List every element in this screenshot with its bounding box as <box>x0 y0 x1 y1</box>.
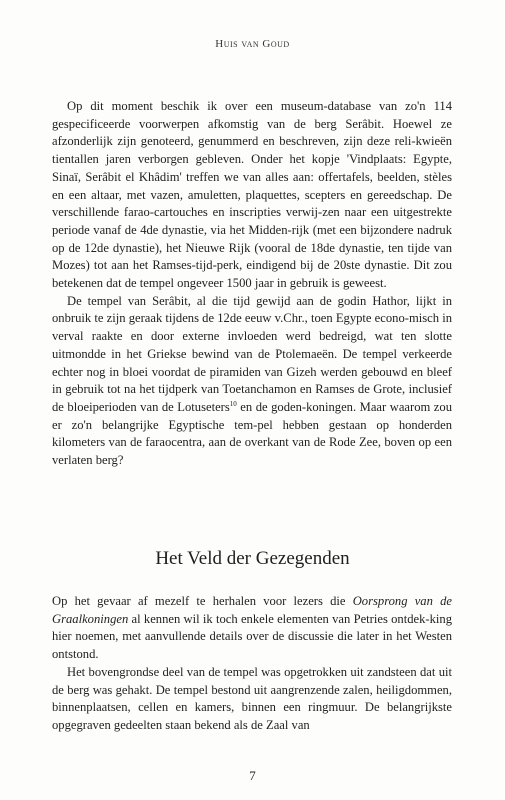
paragraph-2 <box>52 293 452 470</box>
footnote-ref-10[interactable]: 10 <box>229 399 237 408</box>
section-heading: Het Veld der Gezegenden <box>155 548 350 569</box>
paragraph-3 <box>52 593 452 664</box>
body-text-bottom <box>52 593 452 735</box>
book-title-reference: Oorsprong van de Graalkoningen <box>52 594 452 626</box>
paragraph-1: Op dit moment beschik ik over een museum-database van zo'n 114 gespecificeerde voorwerpen afkomstig van de berg Serâbit. Hoewel ze afzonderlijk zijn genoteerd, genummerd en beschreven, zijn deze reli-kwieën tientallen jaren verborgen gebleven. Onder het kopje 'Vindplaats: Egypte, Sinaï, Serâbit el Khâdim' treffen we van alles aan: offertafels, beelden, stèles en een altaar, met vazen, amuletten, plaquettes, scepters en gereedschap. De verschillende farao-cartouches en inscripties verwij-zen naar een uitgestrekte periode vanaf de 4de dynastie, via het Midden-rijk (met een bijzondere nadruk op de 12de dynastie), het Nieuwe Rijk (vooral de 18de dynastie, ten tijde van Mozes) tot aan het Ramses-tijd-perk, eindigend bij de 20ste dynastie. Dit zou betekenen dat de tempel ongeveer 1500 jaar in gebruik is geweest. <box>52 99 452 291</box>
paragraph-4: Het bovengrondse deel van de tempel was opgetrokken uit zandsteen dat uit de berg was gehakt. De tempel bestond uit aangrenzende zalen, heiligdommen, binnenplaatsen, cellen en kamers, binnen een ringmuur. De belangrijkste opgegraven gedeelten staan bekend als de Zaal van <box>52 664 452 732</box>
paragraph-2-text-a: De tempel van Serâbit, al die tijd gewijd aan de godin Hathor, lijkt in onbruik te zijn geraak tijdens de 12de eeuw v.Chr., toen Egypte econo-misch in verval raakte en door externe invloeden werd bedreigd, wat ten slotte uitmondde in het Griekse bewind van de Ptolemaeën. De tempel verkeerde echter nog in bloei voordat de piramiden van Gizeh werden gebouwd en bleef in gebruik tot na het tijdperk van Toetanchamon en Ramses de Grote, inclusief de bloeiperioden van de Lotuseters <box>52 293 452 414</box>
body-text-top <box>52 98 452 470</box>
running-head: Huis van Goud <box>215 38 290 50</box>
paragraph-2-text-b: en de goden-koningen. Maar waarom zou er zo'n belangrijke Egyptische tem-pel hebben gestaan op honderden kilometers van de faraocentra, aan de overkant van de Rode Zee, boven op een verlaten berg? <box>52 399 452 468</box>
page-number: 7 <box>249 768 256 783</box>
paragraph-3-text-a: Op het gevaar af mezelf te herhalen voor lezers die <box>52 594 353 608</box>
paragraph-3-text-b: al kennen wil ik toch enkele elementen van Petries ontdek-king hier noemen, met aanvullende details over de discussie die later in het Westen ontstond. <box>52 611 452 662</box>
